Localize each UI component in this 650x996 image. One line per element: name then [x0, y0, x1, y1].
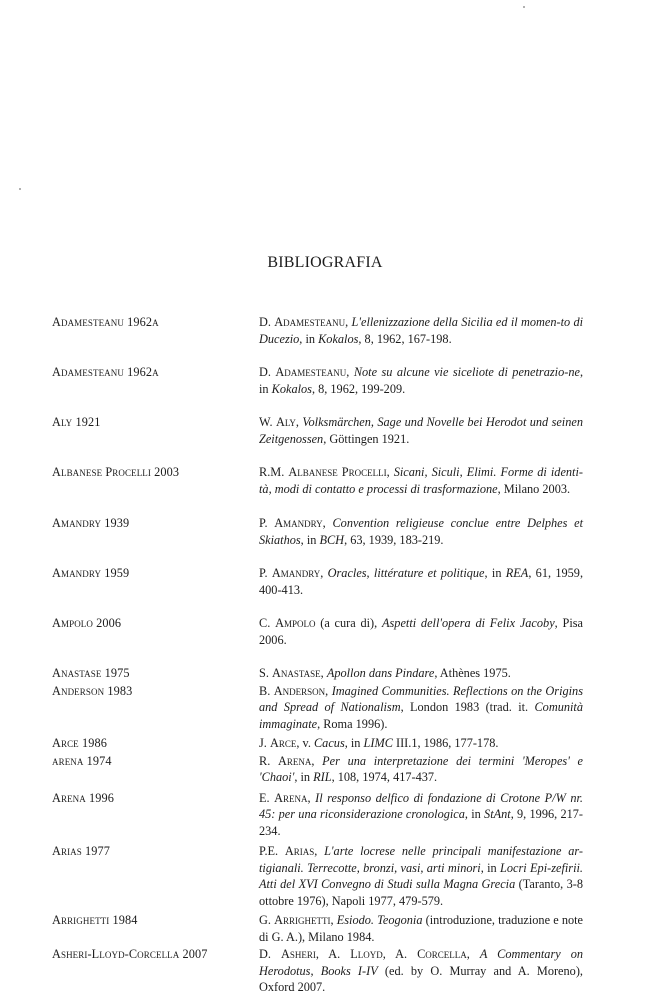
ref-text: , [322, 516, 333, 530]
ref-title-segment: Comunità immaginate [259, 700, 583, 731]
bib-entry-key: Anderson 1983 [52, 683, 133, 698]
ref-author: Albanese Procelli [288, 465, 387, 479]
bib-entry [52, 683, 592, 733]
scan-speck [523, 6, 525, 8]
ref-text: R.M. [259, 465, 289, 479]
ref-text: , [314, 844, 325, 858]
ref-title-segment: Sicani, Siculi, Elimi. Forme di identi-tà, modi di contatto e processi di trasformazione [259, 465, 583, 496]
ref-text: , [345, 315, 352, 329]
bib-entry [52, 753, 592, 786]
ref-text: , in [464, 807, 485, 821]
ref-text: S. [259, 666, 272, 680]
ref-author: Adamesteanu [274, 315, 346, 329]
bib-entry-key: Amandry 1959 [52, 566, 130, 580]
ref-title-segment: Kokalos [271, 381, 312, 396]
ref-title-segment: RIL [313, 770, 332, 784]
ref-text: , [466, 947, 480, 961]
ref-title-segment: Il responso delfico di fondazione di Crotone P/W nr. 45: per una riconsiderazione cronologica [259, 790, 583, 821]
ref-text: , Milano 2003. [497, 481, 571, 496]
ref-text: , 61, 1959, 400-413. [259, 566, 584, 597]
ref-title-segment: Aspetti dell'opera di Felix Jacoby [382, 616, 555, 630]
bib-entry-key: Amandry 1939 [52, 516, 130, 530]
ref-text: , in [344, 736, 364, 750]
bib-entry-reference [259, 753, 583, 786]
ref-author: Asheri [280, 947, 316, 961]
ref-title-segment: Convention religieuse conclue entre Delphes et Skiathos [259, 516, 583, 547]
ref-text: , v. [296, 736, 314, 750]
ref-text: , [307, 790, 316, 805]
ref-author: Anderson [273, 683, 326, 698]
bib-entry [52, 912, 592, 945]
bib-entry-key: Albanese Procelli 2003 [52, 465, 180, 479]
ref-text: , 8, 1962, 167-198. [358, 331, 452, 346]
ref-text: , [346, 365, 354, 379]
bib-entry-reference [259, 364, 583, 397]
ref-title-segment: A Commentary on Herodotus, Books I-IV [259, 947, 583, 978]
ref-text: B. [259, 683, 274, 698]
ref-title-segment: Volksmärchen, Sage und Novelle bei Herodot und seinen Zeitgenossen [259, 415, 583, 446]
bib-entry-reference [259, 464, 583, 497]
ref-text: , A. [382, 947, 418, 961]
bib-entry-reference [259, 790, 583, 840]
bib-entry-reference [259, 735, 583, 752]
ref-title-segment: LIMC [363, 736, 393, 750]
ref-text: (ed. by O. Murray and A. Moreno), Oxford 2007. [259, 963, 583, 994]
bib-entry [52, 735, 592, 752]
ref-text: , [320, 566, 328, 580]
ref-text: , [295, 415, 303, 429]
ref-text: , in [294, 770, 314, 784]
ref-text: (introduzione, traduzione e note di G. A.), Milano 1984. [259, 913, 583, 944]
bib-entry-key: Arena 1996 [52, 790, 115, 805]
ref-text: , 63, 1939, 183-219. [344, 532, 444, 547]
ref-text: R. [259, 753, 278, 768]
ref-text: J. [259, 736, 270, 750]
bib-entry [52, 790, 592, 840]
ref-text: P. [259, 516, 275, 530]
ref-text: , [386, 465, 394, 479]
ref-title-segment: L'ellenizzazione della Sicilia ed il momen-to di Ducezio [259, 315, 584, 346]
ref-author: Ampolo [275, 616, 316, 630]
ref-title-segment: REA [505, 566, 529, 580]
ref-title-segment: Note su alcune vie siceliote di penetrazio-ne [353, 365, 580, 379]
bib-entry-reference [259, 683, 583, 733]
ref-author: Arce [269, 736, 297, 750]
ref-title-segment: Oracles, littérature et politique [327, 566, 485, 580]
ref-title-segment: Kokalos [318, 331, 359, 346]
ref-text: , in [259, 365, 584, 396]
ref-text: , 8, 1962, 199-209. [311, 381, 406, 396]
ref-author: Arrighetti [274, 913, 331, 927]
bib-entry-key: Anastase 1975 [52, 666, 130, 680]
ref-text: , 9, 1996, 217-234. [259, 807, 583, 838]
ref-title-segment: Cacus [313, 736, 345, 750]
ref-text: , [320, 666, 327, 680]
ref-title-segment: Per una interpretazione dei termini 'Meropes' e 'Chaoi' [259, 753, 583, 784]
bib-entry-reference [259, 565, 583, 598]
ref-text: III.1, 1986, 177-178. [392, 736, 499, 750]
ref-text: P.E. [259, 844, 285, 858]
bib-entry-reference [259, 946, 583, 996]
bib-entry [52, 464, 592, 497]
ref-text: , [311, 753, 323, 768]
ref-author: Arena [277, 753, 312, 768]
ref-text: E. [259, 790, 275, 805]
ref-author: Lloyd [350, 947, 383, 961]
ref-text: , 108, 1974, 417-437. [331, 770, 438, 784]
ref-text: , Göttingen 1921. [323, 431, 410, 446]
ref-text: D. [259, 947, 281, 961]
ref-title-segment: L'arte locrese nelle principali manifestazione ar-tigianali. Terrecotte, bronzi, vasi, arti minori [259, 844, 583, 875]
bib-entry-key: Arrighetti 1984 [52, 913, 138, 927]
bib-entry-reference [259, 515, 583, 548]
ref-text: , Athènes 1975. [434, 666, 511, 680]
bib-entry [52, 843, 592, 909]
ref-text: (a cura di), [315, 616, 382, 630]
bib-entry-reference [259, 912, 583, 945]
ref-text: , London 1983 (trad. it. [400, 700, 535, 714]
ref-text: , [330, 913, 337, 927]
ref-author: Arias [284, 844, 315, 858]
ref-author: Adamesteanu [275, 365, 347, 379]
ref-text: D. [259, 365, 276, 379]
ref-author: Amandry [271, 566, 321, 580]
scan-speck [19, 188, 21, 190]
ref-text: D. [259, 315, 275, 329]
bib-entry [52, 364, 592, 397]
bib-entry [52, 615, 592, 648]
ref-text: , in [299, 331, 319, 346]
bib-entry [52, 565, 592, 598]
bib-entry-reference [259, 615, 583, 648]
page-title: BIBLIOGRAFIA [267, 254, 383, 271]
ref-text: , Roma 1996). [317, 716, 388, 731]
bib-entry-key: Adamesteanu 1962a [52, 365, 159, 379]
ref-author: Arena [274, 790, 308, 805]
bib-entry-key: Ampolo 2006 [52, 616, 122, 630]
ref-author: Amandry [274, 516, 323, 530]
ref-author: Anastase [272, 666, 321, 680]
bib-entry-key: Arce 1986 [52, 736, 107, 750]
bib-entry-key: Asheri-Lloyd-Corcella 2007 [52, 947, 208, 961]
bib-entry-key: Adamesteanu 1962a [52, 315, 159, 329]
bibliography-list [52, 314, 592, 996]
bib-entry [52, 946, 592, 996]
ref-text: , in [480, 860, 501, 875]
ref-title-segment: Esiodo. Teogonia [336, 913, 423, 927]
bib-entry-reference [259, 843, 583, 909]
bib-entry-key: Arias 1977 [52, 844, 111, 858]
ref-title-segment: Locri Epi-zefirii. Atti del XVI Convegno di Studi sulla Magna Grecia [259, 860, 583, 891]
ref-text: , in [484, 566, 506, 580]
bib-entry [52, 314, 592, 347]
bib-entry-key: Aly 1921 [52, 415, 101, 429]
ref-text: , Pisa 2006. [259, 616, 584, 647]
bib-entry-reference [259, 314, 583, 347]
ref-text: , A. [315, 947, 351, 961]
bib-entry-reference [259, 414, 583, 447]
ref-text: , in [300, 532, 320, 547]
ref-text: P. [259, 566, 272, 580]
ref-text: W. [259, 415, 276, 429]
bib-entry-reference [259, 665, 583, 682]
ref-text: (Taranto, 3-8 ottobre 1976), Napoli 1977, 479-579. [259, 877, 583, 908]
ref-text: , [325, 683, 332, 698]
ref-title-segment: Imagined Communities. Reflections on the Origins and Spread of Nationalism [259, 683, 583, 714]
ref-author: Corcella [417, 947, 467, 961]
ref-title-segment: Apollon dans Pindare [326, 666, 435, 680]
ref-text: C. [259, 616, 276, 630]
ref-author: Aly [275, 415, 296, 429]
ref-title-segment: StAnt [484, 807, 511, 821]
ref-text: G. [259, 913, 275, 927]
bib-entry [52, 665, 592, 682]
bib-entry [52, 414, 592, 447]
bib-entry [52, 515, 592, 548]
bib-entry-key: arena 1974 [52, 753, 112, 768]
ref-title-segment: BCH [319, 532, 345, 547]
